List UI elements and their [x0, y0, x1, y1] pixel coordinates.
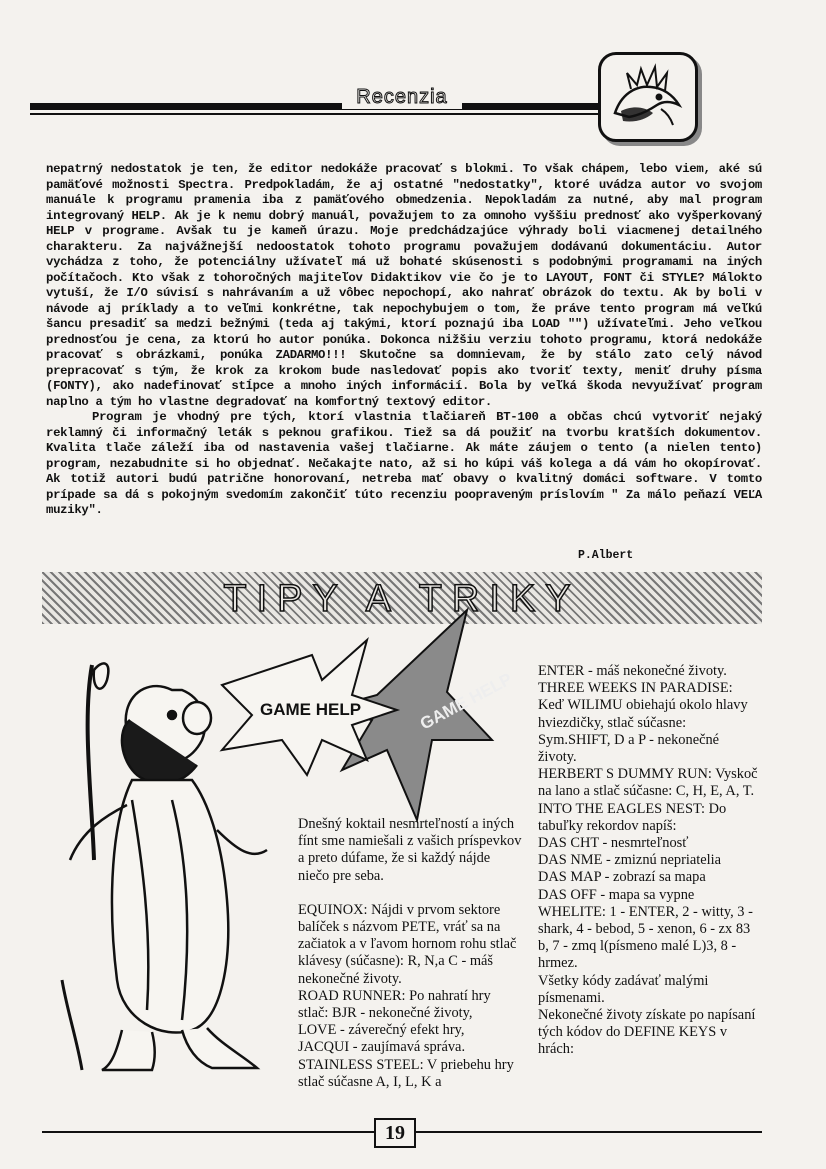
tip-item: EQUINOX: Nájdi v prvom sektore balíček s názvom PETE, vráť sa na začiatok a v ľavom hornom rohu stlač klávesy (súčasne): R, N,a C - máš nekonečné životy.: [298, 901, 517, 987]
tip-item: ROAD RUNNER: Po nahratí hry stlač: BJR - nekonečné životy,: [298, 987, 491, 1022]
tip-item: LOVE - záverečný efekt hry,: [298, 1022, 465, 1039]
burst-label-1: GAME HELP: [260, 700, 362, 719]
tip-item: THREE WEEKS IN PARADISE: Keď WILIMU obiehajú okolo hlavy hviezdičky, stlač súčasne: Sym.SHIFT, D a P - nekonečné životy.: [538, 680, 748, 766]
tips-column-right: [538, 663, 758, 1059]
review-author: P.Albert: [578, 549, 634, 562]
review-paragraph: Program je vhodný pre tých, ktorí vlastnia tlačiareň BT-100 a občas chcú vytvoriť nejaký reklamný či informačný leták s peknou grafikou. Tiež sa dá použiť na tvorbu kratších dokumentov. Kvalita tlače záleží iba od nastavenia vašej tlačiarne. Ak máte záujem o tento (a nielen tento) program, nezabudnite si ho objednať. Nečakajte nato, až si ho kúpi váš kolega a dá vám ho okopírovať. Ak totiž autori budú patrične honorovaní, netreba mať obavy o kvalitný domáci software. V tomto prípade sa dá s pokojným svedomím zakončiť túto recenziu poopraveným príslovím " Za málo peňazí VEĽA muziky".: [46, 410, 762, 517]
page-number: 19: [374, 1118, 416, 1148]
burst-label-2: GAME HELP: [416, 669, 516, 734]
tips-banner-title: TIPY A TRIKY: [223, 578, 581, 620]
cartoon-man-icon: [62, 663, 267, 1070]
tip-item: HERBERT S DUMMY RUN: Vyskoč na lano a stlač súčasne: C, H, E, A, T.: [538, 766, 758, 800]
tip-item: JACQUI - zaujímavá správa.: [298, 1039, 466, 1056]
dragon-logo-icon: [598, 52, 698, 142]
tip-item: Všetky kódy zadávať malými písmenami.: [538, 972, 709, 1006]
section-label: Recenzia: [342, 86, 462, 109]
tips-column-mid: [298, 816, 522, 1091]
tip-item: STAINLESS STEEL: V priebehu hry stlač súčasne A, I, L, K a: [298, 1056, 514, 1090]
tip-item: INTO THE EAGLES NEST: Do tabuľky rekordov napíš:: [538, 800, 727, 834]
tip-item: Nekonečné životy získate po napísaní tých kódov do DEFINE KEYS v hrách:: [538, 1007, 756, 1058]
tips-intro: Dnešný koktail nesmrteľností a iných fínt sme namiešali z vašich príspevkov a preto dúfame, že si každý nájde niečo pre seba.: [298, 816, 522, 884]
tip-item: ENTER - máš nekonečné životy.: [538, 663, 727, 679]
tip-item: DAS MAP - zobrazí sa mapa: [538, 869, 706, 886]
header-rule-thin: [30, 113, 600, 115]
tip-item: DAS NME - zmiznú nepriatelia: [538, 852, 722, 869]
review-paragraph: nepatrný nedostatok je ten, že editor nedokáže pracovať s blokmi. To však chápem, lebo viem, aké sú pamäťové možnosti Spectra. Predpokladám, že aj ostatné "nedostatky", ktoré uvádza autor vo svojom manuále k programu pramenia iba z pamäťového obmedzenia. Nepokladám za nutné, aby mal program integrovaný HELP. Ak je k nemu dobrý manuál, považujem to za omnoho vyššiu prednosť ako vyšperkovaný HELP v programe. Avšak tu je kameň úrazu. Moje predchádzajúce výhrady boli viacmenej detailného charakteru. Za najvážnejší nedoostatok tohoto programu považujem dodávanú dokumentáciu. Autor vychádza z toho, že potenciálny užívateľ má už bohaté skúsenosti s podobnými programami na iných počítačoch. Kto však z tohoročných majiteľov Didaktikov vie čo je to LAYOUT, FONT či STYLE? Málokto vytuší, že I/O súvisí s nahrávaním a už vôbec nepochopí, ako nahrať obrázok do textu. Ak by boli v návode aj príklady a to veľmi konkrétne, tak nepochybujem o tom, že práve tento program má veľkú šancu presadiť sa medzi bežnými (teda aj takými, ktorí poznajú iba LOAD "") užívateľmi. Jeho veľkou prednosťou je cena, za ktorú ho autor ponúka. Dokonca nižšiu verziu tohoto programu, ktorá nedokáže pracovať s obrázkami, ponúka ZADARMO!!! Skutočne sa domnievam, že by stálo zato celý návod prepracovať s tým, že krok za krokom bude nasledovať popis ako tvoriť texty, meniť druhy písma (FONTY), ako nadefinovať stĺpce a mnoho iných informácií. Bola by veľká škoda nevyužívať program naplno a tým ho vlastne degradovať na komfortný textový editor.: [46, 162, 762, 409]
tip-item: WHELITE: 1 - ENTER, 2 - witty, 3 - shark, 4 - bebod, 5 - xenon, 6 - zx 83 b, 7 - zmq l(písmeno malé L)3, 8 - hrmez.: [538, 903, 753, 972]
review-body: [46, 162, 762, 519]
tip-item: DAS OFF - mapa sa vypne: [538, 886, 695, 903]
header-rule: [30, 103, 600, 110]
tip-item: DAS CHT - nesmrteľnosť: [538, 835, 689, 852]
